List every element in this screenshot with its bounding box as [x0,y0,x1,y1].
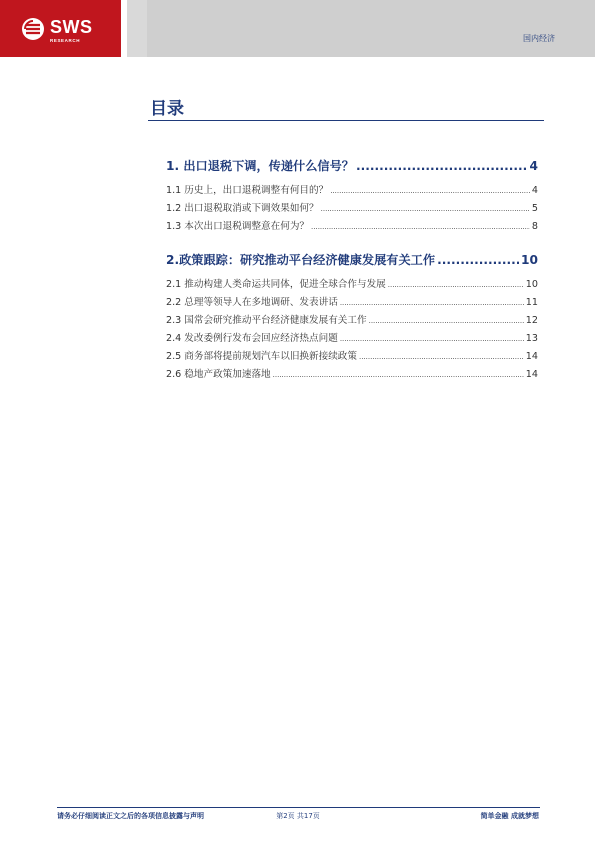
toc-entry-2-4[interactable] [166,330,538,348]
footer-disclaimer: 请务必仔细阅读正文之后的各项信息披露与声明 [57,812,204,820]
toc-section-2 [166,250,538,384]
toc-entry-label: 1.1 历史上，出口退税调整有何目的？ [166,185,329,196]
toc-leader-dots [388,276,524,294]
header-accent-strip [127,0,147,57]
toc-entry-page: 10 [525,279,538,290]
toc-entry-page: 14 [525,369,538,380]
footer-page-info: 第2页 共17页 [276,812,320,820]
toc-entry-2-1[interactable] [166,276,538,294]
toc-entry-page: 14 [525,351,538,362]
toc-leader-dots [340,294,524,312]
toc-entry-label: 2.2 总理等领导人在多地调研、发表讲话 [166,297,338,308]
toc-leader-dots [330,182,530,200]
toc-leader-dots [273,366,524,384]
toc-entry-label: 2.3 国常会研究推动平台经济健康发展有关工作 [166,315,367,326]
toc-title-rule [148,120,544,121]
toc-leader-dots [321,200,530,218]
toc-entry-label: 2.4 发改委例行发布会回应经济热点问题 [166,333,338,344]
toc-entry-2-3[interactable] [166,312,538,330]
toc-entry-label: 2.政策跟踪：研究推动平台经济健康发展有关工作 [166,253,436,267]
toc-entry-page: 13 [525,333,538,344]
toc-entry-page: 8 [531,221,538,232]
toc-leader-dots [437,250,519,270]
toc-entry-label: 1.2 出口退税取消或下调效果如何？ [166,203,319,214]
report-category: 国内经济 [523,34,555,43]
toc-entry-label: 1. 出口退税下调，传递什么信号？ [166,159,354,173]
toc-leader-dots [311,218,530,236]
toc-entry-label: 1.3 本次出口退税调整意在何为？ [166,221,310,232]
toc-entry-2-5[interactable] [166,348,538,366]
toc-entry-page: 10 [521,253,538,267]
toc-entry-2-6[interactable] [166,366,538,384]
toc-leader-dots [369,312,524,330]
toc-section-1 [166,156,538,236]
toc-entry-1-2[interactable] [166,200,538,218]
header-band [147,0,595,57]
toc-entry-page: 4 [529,159,538,173]
toc-entry-section-2[interactable] [166,250,538,270]
sws-logo-icon [21,17,45,41]
logo-subtext: RESEARCH [50,38,81,43]
toc-title: 目录 [150,99,184,119]
toc-leader-dots [359,348,524,366]
toc-entry-page: 4 [531,185,538,196]
toc-entry-label: 2.6 稳地产政策加速落地 [166,369,271,380]
toc-leader-dots [356,156,528,176]
toc-entry-label: 2.5 商务部将提前规划汽车以旧换新接续政策 [166,351,357,362]
toc-entry-section-1[interactable] [166,156,538,176]
toc-entry-2-2[interactable] [166,294,538,312]
footer-rule [57,807,540,808]
footer-slogan: 简单金融 成就梦想 [480,812,539,820]
toc-entry-page: 11 [525,297,538,308]
toc-entry-page: 12 [525,315,538,326]
toc-entry-1-3[interactable] [166,218,538,236]
toc-entry-1-1[interactable] [166,182,538,200]
toc-leader-dots [340,330,524,348]
logo-text: SWS [50,17,93,37]
toc-entry-label: 2.1 推动构建人类命运共同体，促进全球合作与发展 [166,279,386,290]
brand-logo [0,0,121,57]
toc-entry-page: 5 [531,203,538,214]
